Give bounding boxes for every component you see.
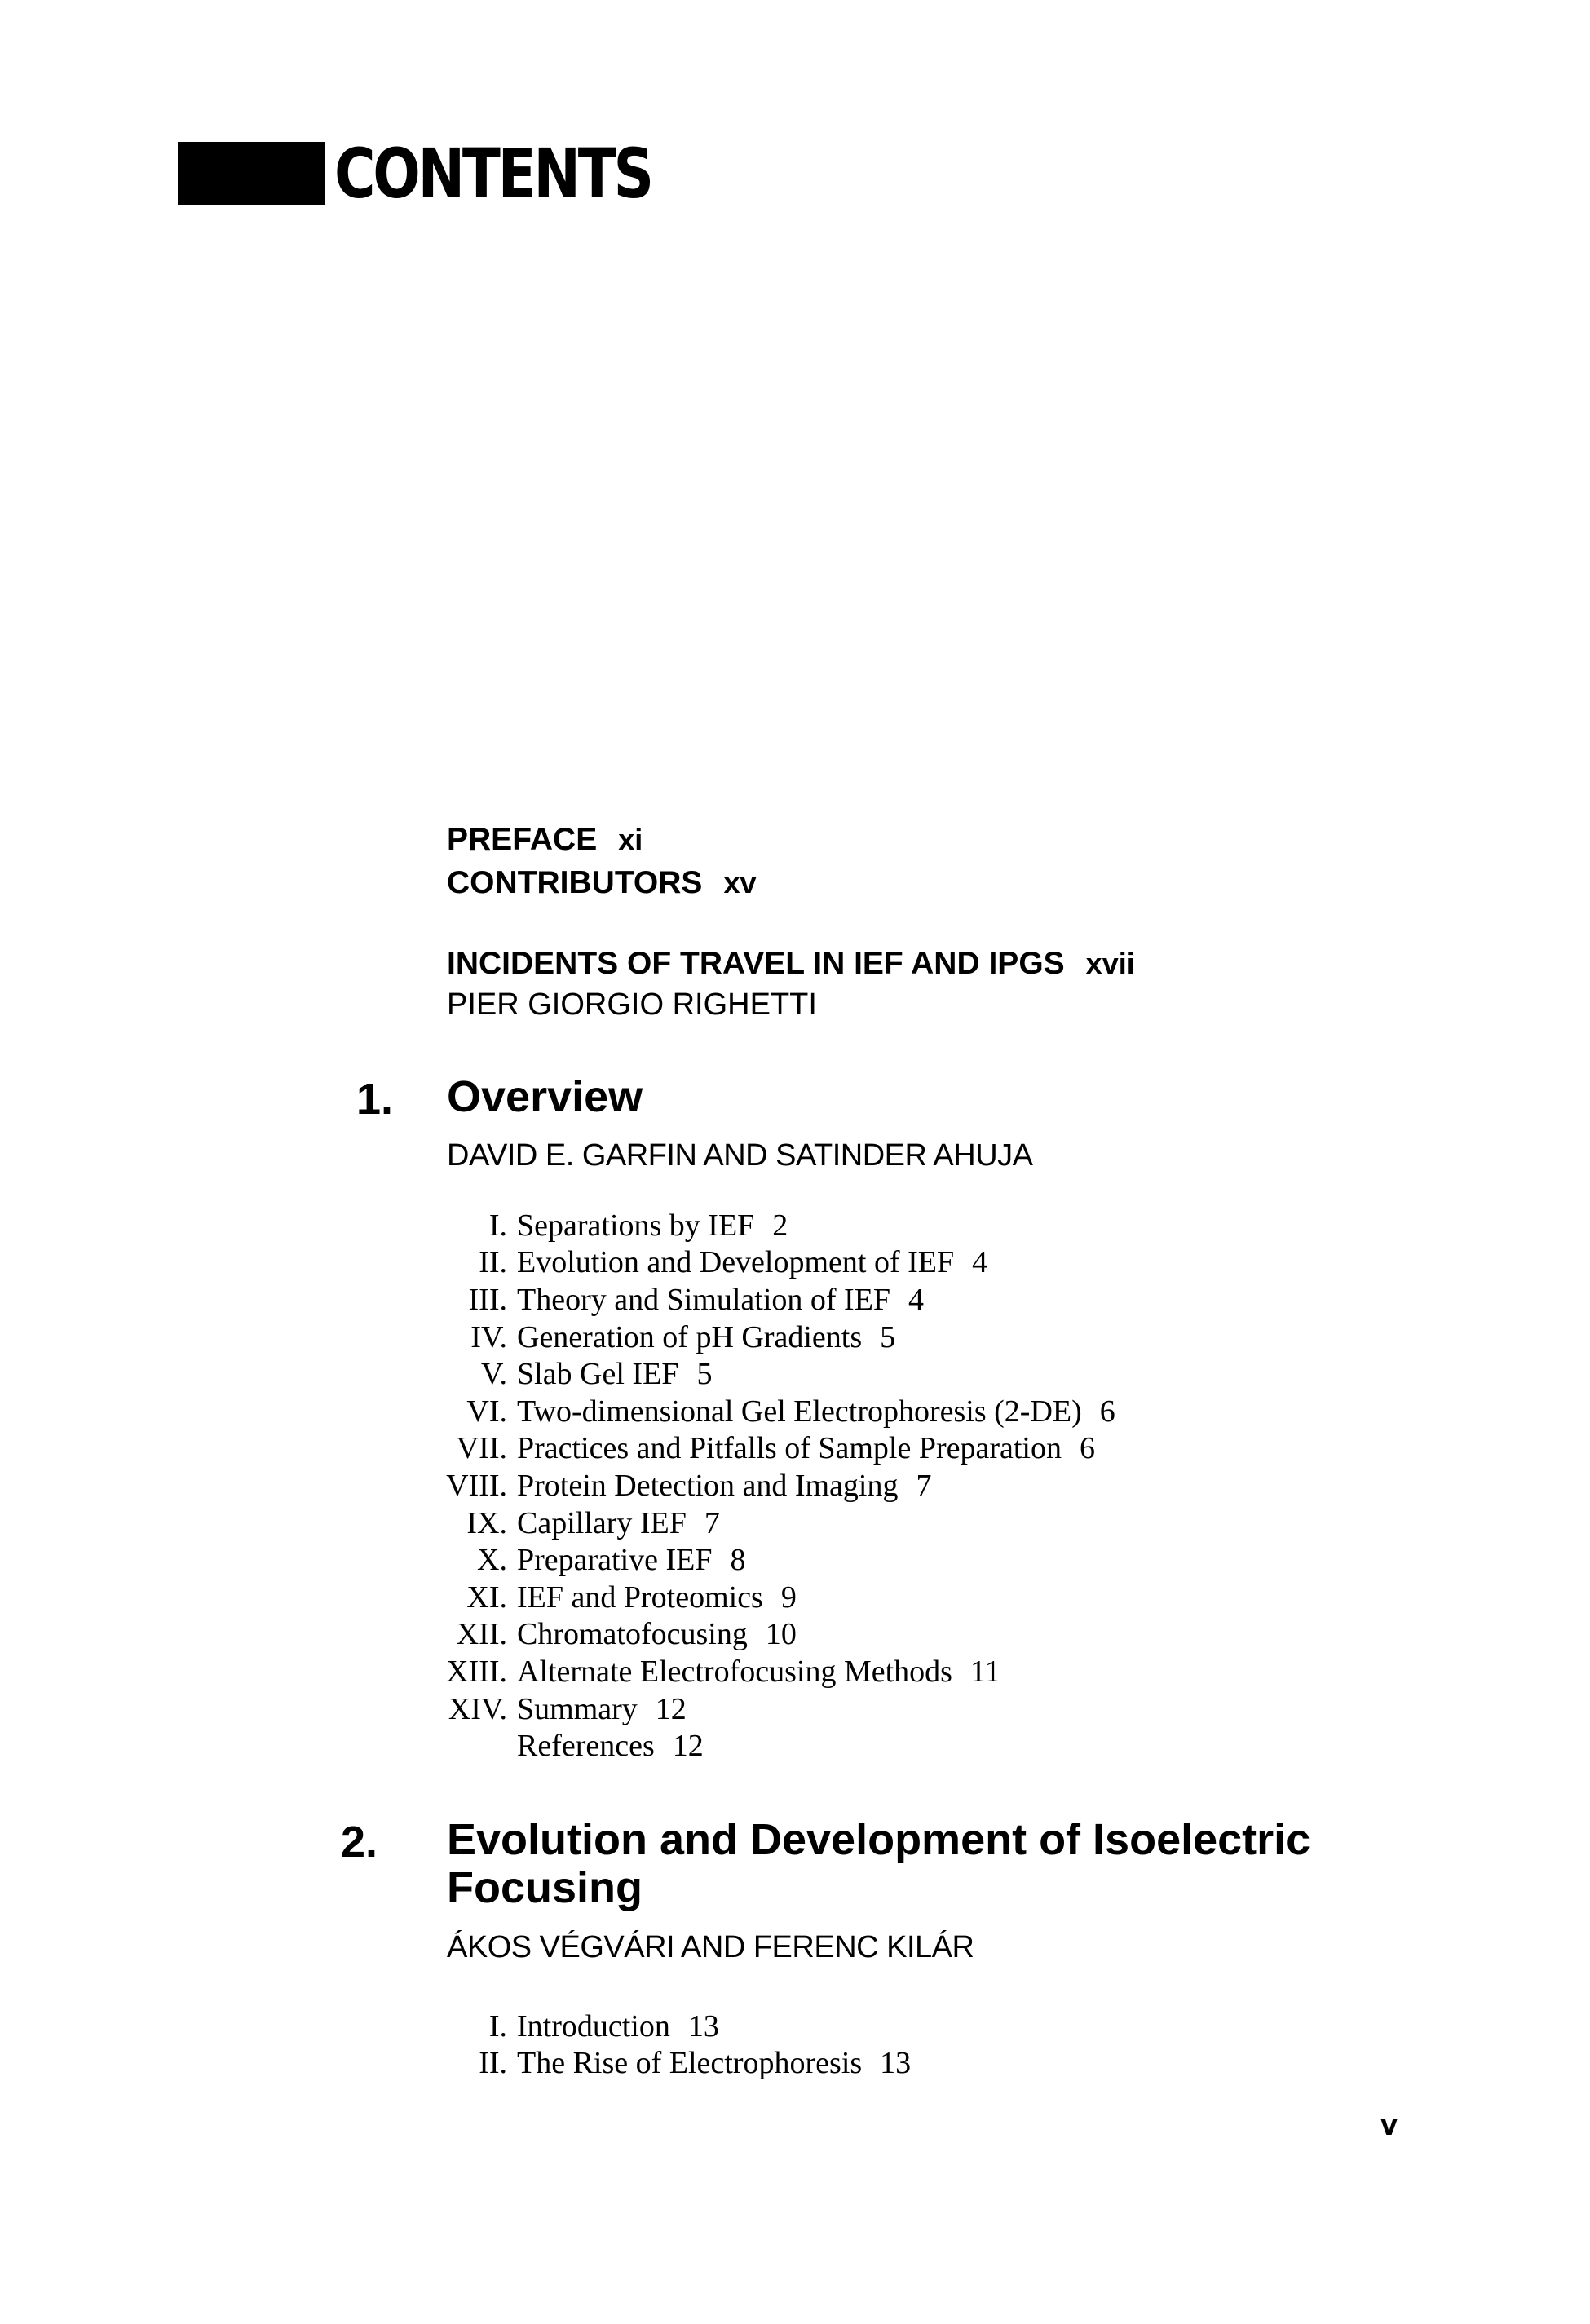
chapter-title-line: Overview: [447, 1072, 643, 1121]
section-page: 5: [696, 1357, 713, 1392]
front-matter-incidents[interactable]: [447, 948, 1135, 979]
section-page: 13: [880, 2046, 912, 2081]
section-page: 6: [1099, 1394, 1115, 1429]
section-title: Alternate Electrofocusing Methods: [517, 1654, 952, 1689]
toc-entry[interactable]: [365, 1393, 1344, 1430]
section-page: 11: [969, 1654, 1000, 1689]
section-number: II.: [479, 1245, 507, 1280]
section-number: II.: [479, 2046, 507, 2081]
section-page: 7: [916, 1468, 932, 1503]
toc-entry[interactable]: [365, 1467, 1344, 1504]
chapter-number: 1.: [356, 1075, 394, 1124]
toc-entry[interactable]: [365, 1727, 1344, 1765]
section-page: 4: [972, 1245, 988, 1280]
chapter-authors: ÁKOS VÉGVÁRI AND FERENC KILÁR: [447, 1930, 974, 1964]
section-number: XIII.: [446, 1654, 507, 1689]
section-number: XII.: [456, 1617, 507, 1652]
front-matter-author: PIER GIORGIO RIGHETTI: [447, 987, 817, 1022]
chapter-title[interactable]: [447, 1073, 643, 1121]
section-number: XIV.: [448, 1691, 507, 1726]
section-page: 9: [780, 1580, 797, 1615]
section-page: 12: [655, 1691, 687, 1726]
chapter-title-line: Focusing: [447, 1863, 643, 1913]
toc-entry[interactable]: [365, 1319, 1344, 1356]
front-matter-page: xv: [723, 866, 757, 899]
section-number: VIII.: [446, 1468, 507, 1503]
front-matter-page: xi: [618, 823, 643, 856]
section-number: IV.: [470, 1319, 507, 1354]
toc-entry[interactable]: [365, 1504, 1344, 1542]
section-page: 8: [730, 1543, 746, 1578]
toc-entry[interactable]: [365, 1355, 1344, 1393]
toc-entry[interactable]: [365, 1541, 1344, 1579]
front-matter-title: PREFACE: [447, 822, 598, 857]
chapter-2-sections: [365, 2008, 1344, 2082]
section-title: Chromatofocusing: [517, 1617, 748, 1652]
section-page: 7: [704, 1505, 720, 1540]
heading-black-bar: [178, 142, 325, 205]
section-title: Protein Detection and Imaging: [517, 1468, 899, 1503]
section-number: VI.: [466, 1394, 507, 1429]
section-number: IX.: [466, 1505, 507, 1540]
front-matter-preface[interactable]: [447, 824, 643, 855]
section-title: Summary: [517, 1691, 638, 1726]
toc-entry[interactable]: [365, 1244, 1344, 1282]
section-title: Capillary IEF: [517, 1505, 687, 1540]
contents-title: CONTENTS: [334, 134, 651, 214]
chapter-title[interactable]: [447, 1816, 1310, 1913]
chapter-title-line: Evolution and Development of Isoelectric: [447, 1815, 1311, 1864]
section-title: IEF and Proteomics: [517, 1580, 763, 1615]
front-matter-title: CONTRIBUTORS: [447, 865, 703, 900]
toc-entry[interactable]: [365, 1430, 1344, 1468]
section-page: 10: [765, 1617, 797, 1652]
section-number: XI.: [466, 1580, 507, 1615]
toc-entry[interactable]: [365, 1579, 1344, 1616]
toc-entry[interactable]: [365, 1690, 1344, 1728]
toc-entry[interactable]: [365, 1281, 1344, 1319]
toc-entry[interactable]: [365, 2008, 1344, 2045]
section-title: References: [517, 1729, 655, 1764]
section-page: 6: [1080, 1431, 1095, 1466]
toc-entry[interactable]: [365, 2045, 1344, 2083]
section-number: X.: [477, 1543, 507, 1578]
chapter-authors: DAVID E. GARFIN AND SATINDER AHUJA: [447, 1138, 1033, 1173]
section-number: V.: [480, 1357, 507, 1392]
section-page: 4: [908, 1282, 925, 1317]
section-title: Theory and Simulation of IEF: [517, 1282, 891, 1317]
section-page: 5: [880, 1319, 896, 1354]
section-number: III.: [468, 1282, 507, 1317]
section-number: I.: [488, 2008, 507, 2043]
section-number: I.: [488, 1208, 507, 1243]
toc-entry[interactable]: [365, 1207, 1344, 1244]
section-title: Preparative IEF: [517, 1543, 713, 1578]
toc-entry[interactable]: [365, 1616, 1344, 1654]
contents-heading: [178, 134, 721, 214]
section-title: Evolution and Development of IEF: [517, 1245, 955, 1280]
front-matter-page: xvii: [1085, 947, 1135, 980]
section-number: VII.: [456, 1431, 507, 1466]
section-title: The Rise of Electrophoresis: [517, 2046, 863, 2081]
chapter-number: 2.: [341, 1818, 378, 1867]
section-page: 13: [687, 2008, 719, 2043]
page-folio: v: [1380, 2108, 1398, 2142]
section-title: Separations by IEF: [517, 1208, 755, 1243]
section-title: Generation of pH Gradients: [517, 1319, 863, 1354]
section-title: Two-dimensional Gel Electrophoresis (2-DE): [517, 1394, 1082, 1429]
toc-entry[interactable]: [365, 1653, 1344, 1690]
section-title: Practices and Pitfalls of Sample Preparation: [517, 1431, 1062, 1466]
section-page: 2: [772, 1208, 788, 1243]
front-matter-contributors[interactable]: [447, 867, 757, 899]
section-title: Slab Gel IEF: [517, 1357, 679, 1392]
front-matter-title: INCIDENTS OF TRAVEL IN IEF AND IPGS: [447, 946, 1065, 981]
section-page: 12: [672, 1729, 704, 1764]
section-title: Introduction: [517, 2008, 670, 2043]
chapter-1-sections: [365, 1207, 1344, 1765]
